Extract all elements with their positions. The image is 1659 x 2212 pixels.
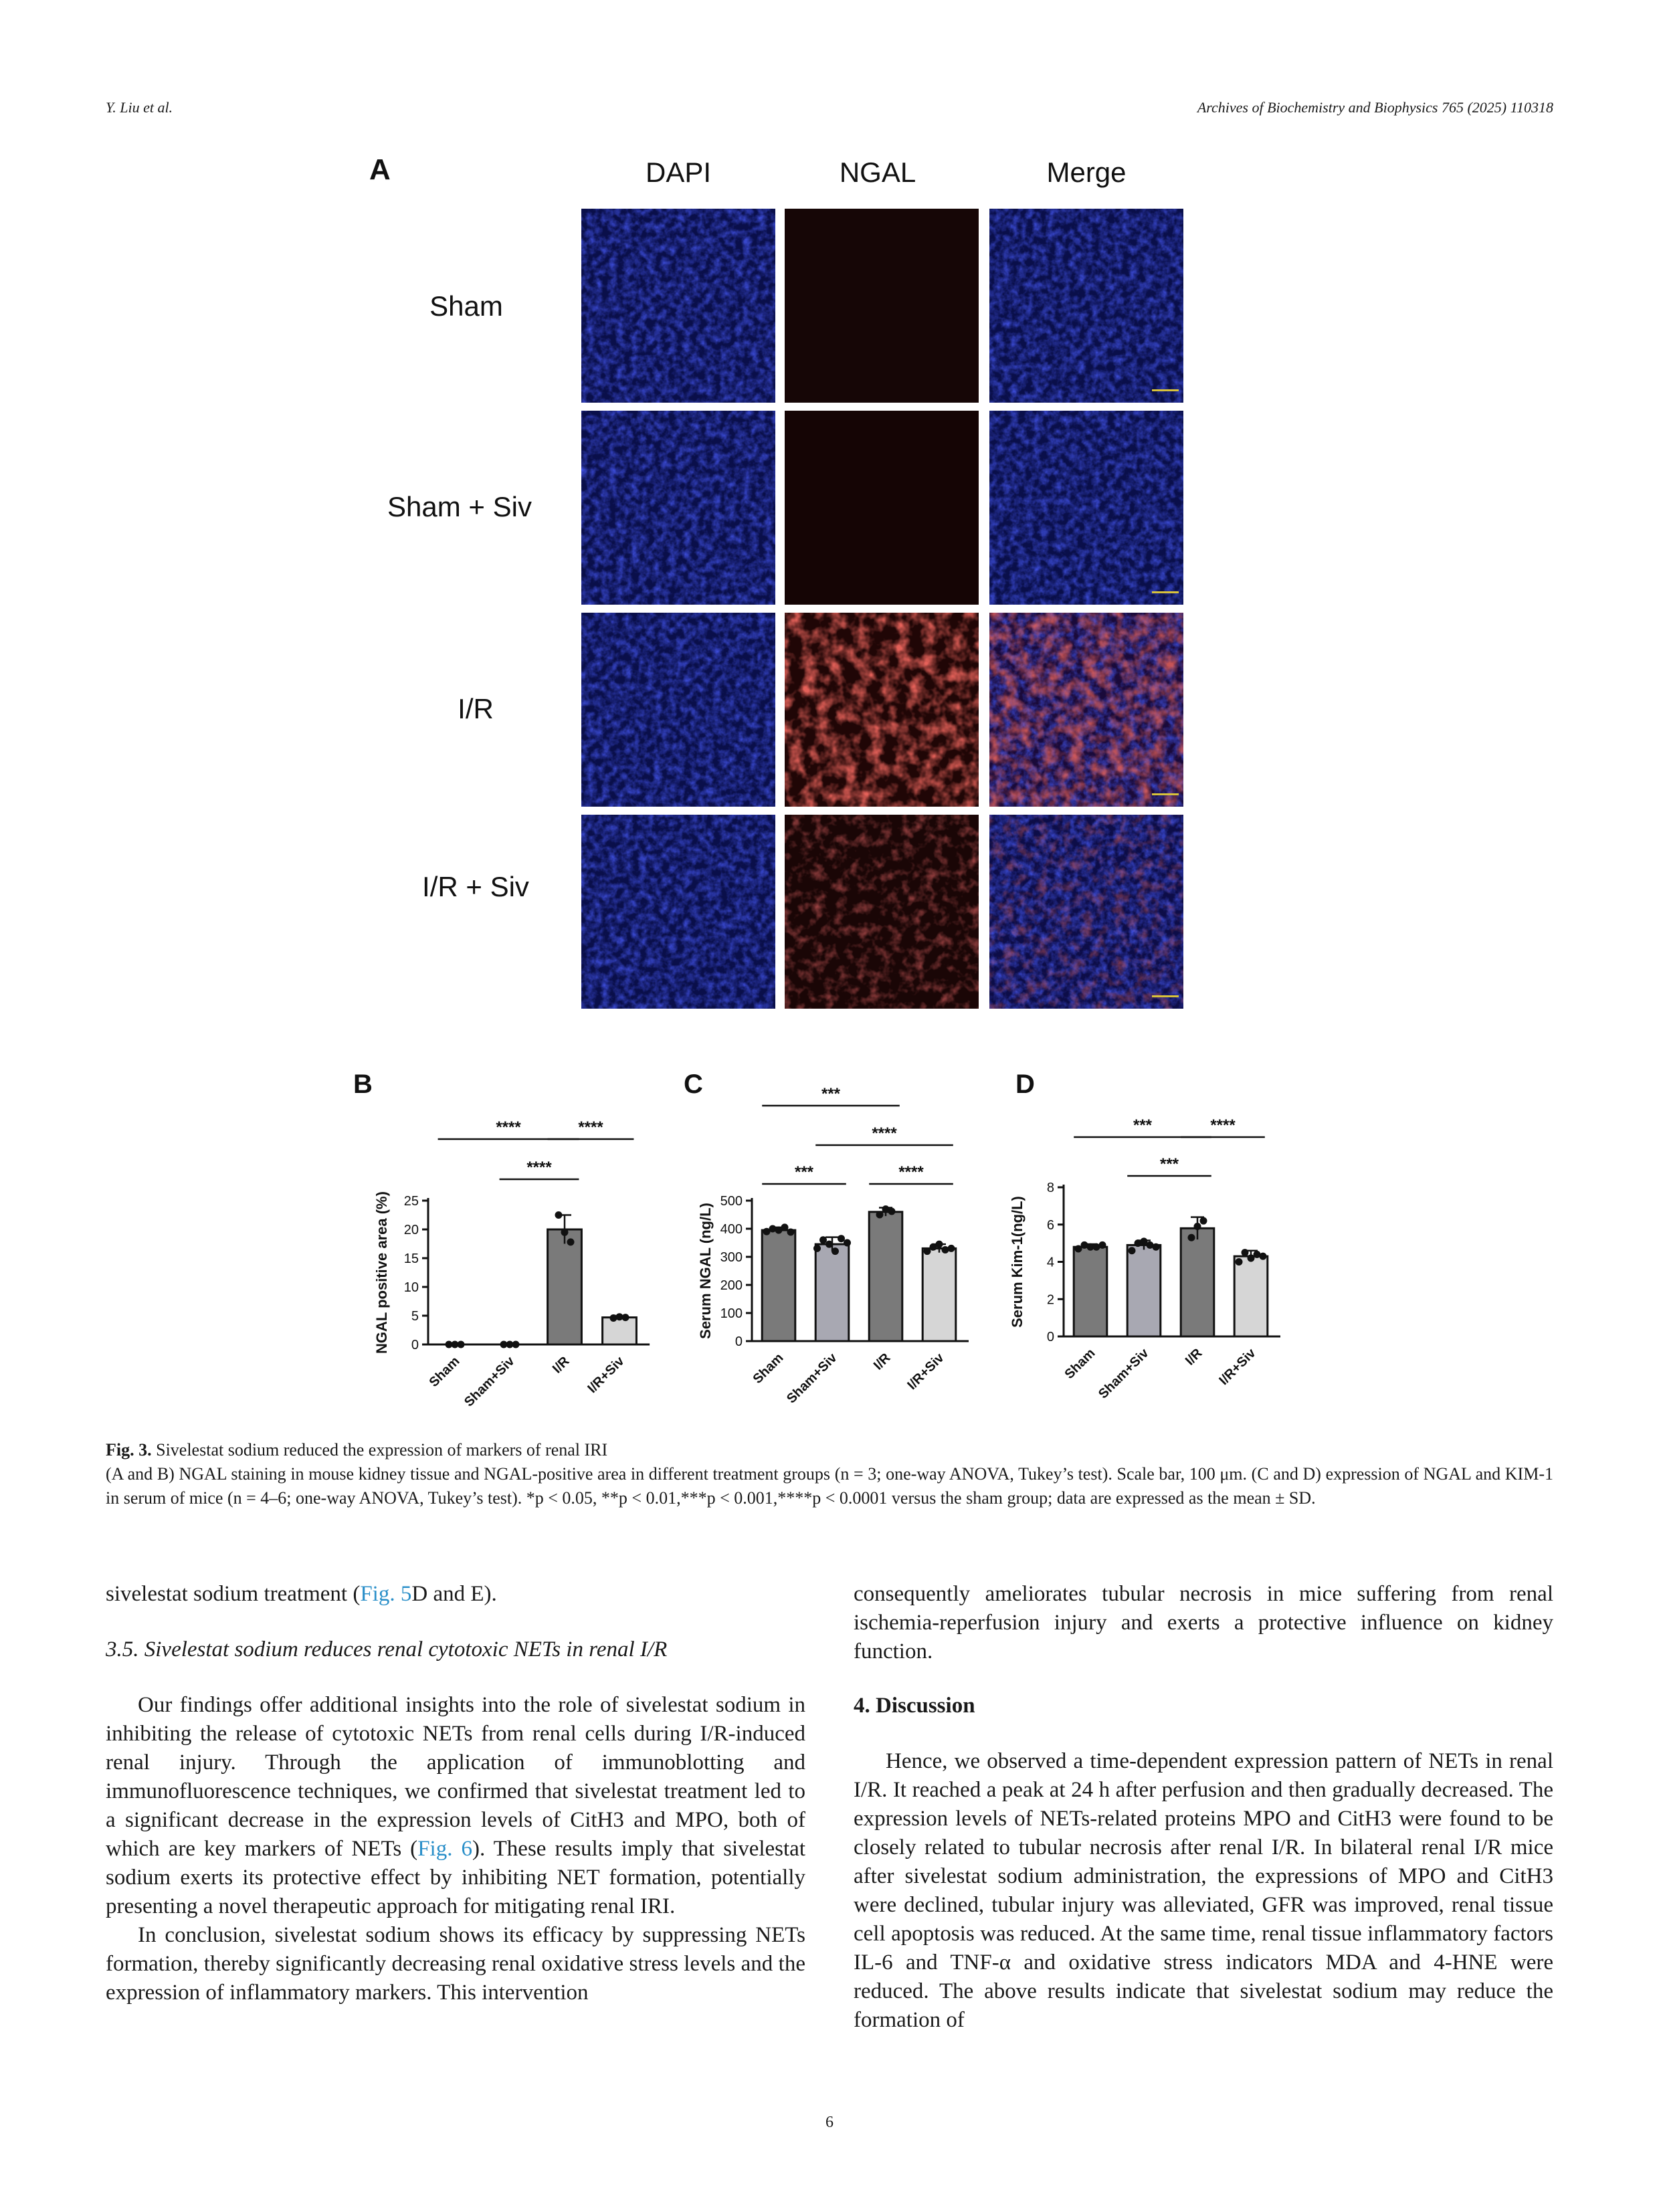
paragraph: consequently ameliorates tubular necrosis in mice suffering from renal ischemia-reperfusion injury and exerts a protective influence on kidney function. xyxy=(854,1582,1553,1664)
y-tick-label: 100 xyxy=(720,1306,743,1321)
y-axis-label: Serum Kim-1(ng/L) xyxy=(1009,1196,1026,1328)
y-tick-label: 500 xyxy=(720,1194,743,1209)
bar xyxy=(1074,1247,1107,1336)
chart-serum-ngal xyxy=(697,1085,969,1407)
bar xyxy=(603,1318,637,1344)
bar xyxy=(1234,1256,1268,1336)
micrograph-ir-siv-ngal xyxy=(785,815,979,1009)
text: sivelestat sodium treatment ( xyxy=(106,1582,361,1606)
micrograph-sham-siv-merge xyxy=(989,411,1183,605)
bar xyxy=(869,1212,902,1341)
data-point xyxy=(622,1314,629,1321)
column-label-dapi: DAPI xyxy=(645,157,712,188)
y-tick-label: 15 xyxy=(403,1251,419,1266)
scale-bar xyxy=(1152,793,1179,795)
data-point xyxy=(888,1207,896,1215)
data-point xyxy=(936,1241,943,1248)
y-tick-label: 400 xyxy=(720,1222,743,1237)
bar xyxy=(815,1244,849,1341)
y-tick-label: 6 xyxy=(1046,1217,1054,1233)
figure-caption xyxy=(106,1438,1553,1510)
y-tick-label: 4 xyxy=(1046,1255,1054,1270)
micrograph-sham-siv-ngal xyxy=(785,411,979,605)
data-point xyxy=(1099,1241,1106,1249)
y-tick-label: 5 xyxy=(411,1309,419,1324)
paragraph: Hence, we observed a time-dependent expression pattern of NETs in renal I/R. It reached a peak at 24 h after perfusion and then gradually decreased. The expression levels of NETs-related proteins MPO and CitH3 were found to be closely related to tubular necrosis after renal I/R. In bilateral renal I/R mice after sivelestat sodium administration, the expressions of MPO and CitH3 were declined, tubular injury was alleviated, GFR was improved, renal tissue cell apoptosis was reduced. At the same time, renal tissue inflammatory factors IL-6 and TNF-α and oxidative stress indicators MDA and 4-HNE were reduced. The above results indicate that sivelestat sodium may reduce the formation of xyxy=(854,1749,1553,2032)
figure-link[interactable]: Fig. 6 xyxy=(417,1837,472,1861)
significance-label: *** xyxy=(794,1163,814,1181)
data-point xyxy=(458,1341,465,1348)
micrograph-sham-siv-dapi xyxy=(581,411,775,605)
section-heading: 4. Discussion xyxy=(854,1694,975,1718)
y-tick-label: 200 xyxy=(720,1278,743,1293)
y-axis-label: Serum NGAL (ng/L) xyxy=(697,1203,714,1339)
micrograph-ir-siv-merge xyxy=(989,815,1183,1009)
bar xyxy=(548,1229,582,1344)
panel-b-label: B xyxy=(353,1070,373,1099)
significance-label: *** xyxy=(1159,1155,1179,1173)
data-point xyxy=(1153,1243,1160,1251)
chart-ngal-positive-area xyxy=(373,1118,650,1410)
category-label: I/R xyxy=(1182,1345,1205,1369)
panel-c-label: C xyxy=(684,1070,703,1099)
y-tick-label: 10 xyxy=(403,1280,419,1295)
data-point xyxy=(561,1229,569,1236)
scale-bar xyxy=(1152,389,1179,391)
data-point xyxy=(948,1245,955,1252)
chart-serum-kim1 xyxy=(1009,1116,1280,1402)
panel-d-label: D xyxy=(1015,1070,1035,1099)
significance-label: **** xyxy=(578,1118,603,1136)
micrograph-ir-dapi xyxy=(581,613,775,807)
data-point xyxy=(555,1211,563,1219)
significance-label: **** xyxy=(872,1124,897,1142)
y-tick-label: 25 xyxy=(403,1194,419,1209)
data-point xyxy=(832,1247,839,1255)
data-point xyxy=(567,1238,575,1245)
row-label-ir: I/R xyxy=(458,693,494,724)
y-tick-label: 300 xyxy=(720,1250,743,1265)
micrograph-sham-dapi xyxy=(581,209,775,403)
micrograph-ir-ngal xyxy=(785,613,979,807)
data-point xyxy=(1236,1258,1243,1266)
data-point xyxy=(876,1211,884,1219)
data-point xyxy=(1200,1217,1207,1225)
paragraph xyxy=(106,1580,805,1609)
significance-label: *** xyxy=(821,1085,841,1103)
data-point xyxy=(844,1239,851,1247)
column-label-merge: Merge xyxy=(1046,157,1127,188)
bar xyxy=(762,1230,795,1341)
row-label-sham-siv: Sham + Siv xyxy=(387,491,532,522)
micrograph-ir-siv-dapi xyxy=(581,815,775,1009)
data-point xyxy=(1194,1223,1201,1230)
y-axis-label: NGAL positive area (%) xyxy=(373,1191,390,1354)
page-number: 6 xyxy=(825,2114,834,2131)
category-label: Sham xyxy=(750,1350,787,1387)
section-heading: 3.5. Sivelestat sodium reduces renal cytotoxic NETs in renal I/R xyxy=(106,1637,668,1662)
right-column xyxy=(854,1580,1553,2035)
data-point xyxy=(781,1223,789,1231)
data-point xyxy=(1260,1253,1267,1260)
bar xyxy=(1127,1245,1161,1336)
y-tick-label: 0 xyxy=(411,1338,419,1352)
y-tick-label: 0 xyxy=(1046,1330,1054,1344)
significance-label: **** xyxy=(496,1118,521,1136)
data-point xyxy=(1188,1234,1195,1241)
column-label-ngal: NGAL xyxy=(839,157,916,188)
significance-label: **** xyxy=(898,1163,924,1181)
category-label: Sham+Siv xyxy=(461,1353,518,1410)
micrograph-ir-merge xyxy=(989,613,1183,807)
data-point xyxy=(924,1247,931,1255)
running-header-authors: Y. Liu et al. xyxy=(106,99,173,116)
paragraph xyxy=(106,1691,805,1921)
category-label: I/R xyxy=(549,1353,573,1377)
data-point xyxy=(825,1241,833,1248)
caption-label: Fig. 3. xyxy=(106,1440,152,1460)
figure-link[interactable]: Fig. 5 xyxy=(360,1582,412,1606)
data-point xyxy=(787,1229,795,1236)
data-point xyxy=(1129,1247,1136,1254)
y-tick-label: 0 xyxy=(735,1334,743,1349)
category-label: I/R xyxy=(870,1350,894,1373)
data-point xyxy=(838,1235,845,1242)
y-tick-label: 8 xyxy=(1046,1181,1054,1195)
bar xyxy=(1181,1228,1214,1336)
data-point xyxy=(813,1245,821,1252)
data-point xyxy=(1242,1249,1249,1256)
running-header-journal: Archives of Biochemistry and Biophysics 765 (2025) 110318 xyxy=(1197,99,1553,116)
category-label: Sham xyxy=(1062,1345,1098,1383)
category-label: Sham+Siv xyxy=(1095,1345,1152,1402)
row-label-ir-siv: I/R + Siv xyxy=(422,871,529,902)
y-tick-label: 2 xyxy=(1046,1292,1054,1308)
category-label: I/R+Siv xyxy=(585,1353,627,1397)
data-point xyxy=(512,1341,520,1348)
y-tick-label: 20 xyxy=(403,1223,419,1237)
category-label: I/R+Siv xyxy=(904,1350,947,1393)
panel-a-label: A xyxy=(369,153,391,186)
caption-body: (A and B) NGAL staining in mouse kidney tissue and NGAL-positive area in different treatment groups (n = 3; one-way ANOVA, Tukey’s test). Scale bar, 100 μm. (C and D) expression of NGAL and KIM-1 in serum of mice (n = 4–6; one-way ANOVA, Tukey’s test). *p < 0.05, **p < 0.01,***p < 0.001,****p < 0.0001 versus the sham group; data are expressed as the mean ± SD. xyxy=(106,1464,1553,1508)
caption-title: Sivelestat sodium reduced the expression of markers of renal IRI xyxy=(156,1440,608,1460)
significance-label: **** xyxy=(1210,1116,1236,1134)
text: Our findings offer additional insights into the role of sivelestat sodium in inhibiting the release of cytotoxic NETs from renal cells during I/R-induced renal injury. Through the application of immunoblotting and immunofluorescence techniques, we confirmed that sivelestat treatment led to a significant decrease in the expression levels of CitH3 and MPO, both of which are key markers of NETs ( xyxy=(106,1693,805,1861)
micrograph-sham-merge xyxy=(989,209,1183,403)
category-label: I/R+Siv xyxy=(1216,1345,1259,1389)
micrograph-grid xyxy=(581,209,1183,1009)
micrograph-sham-ngal xyxy=(785,209,979,403)
significance-label: **** xyxy=(526,1159,552,1177)
row-label-sham: Sham xyxy=(429,290,503,322)
text: ). These results imply that sivelestat sodium exerts its protective effect by inhibiting NET formation, potentially presenting a novel therapeutic approach for mitigating renal IRI. xyxy=(106,1837,805,1918)
significance-label: *** xyxy=(1133,1116,1153,1134)
data-point xyxy=(819,1236,827,1243)
category-label: Sham xyxy=(426,1353,463,1391)
scale-bar xyxy=(1152,995,1179,997)
scale-bar xyxy=(1152,591,1179,593)
paragraph: In conclusion, sivelestat sodium shows its efficacy by suppressing NETs formation, thereby significantly decreasing renal oxidative stress levels and the expression of inflammatory markers. This intervention xyxy=(106,1923,805,2005)
category-label: Sham+Siv xyxy=(783,1350,840,1407)
left-column xyxy=(106,1580,805,2007)
bar xyxy=(922,1248,956,1341)
text: D and E). xyxy=(411,1582,497,1606)
